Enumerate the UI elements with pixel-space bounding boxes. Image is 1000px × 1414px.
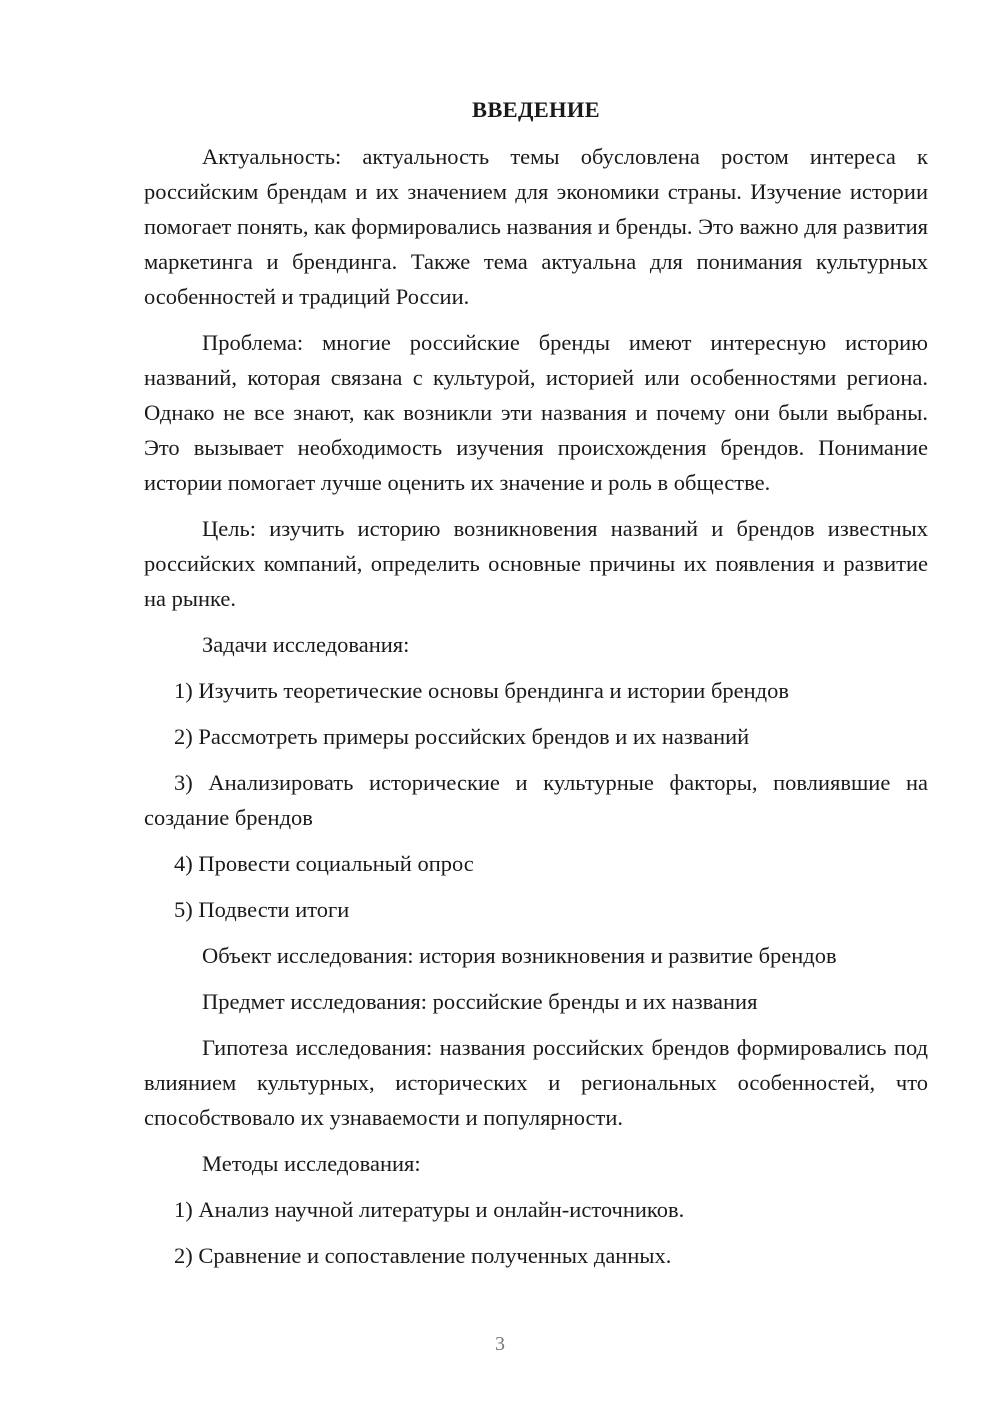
method-item-1: 1) Анализ научной литературы и онлайн-источников.: [174, 1197, 685, 1222]
subject-paragraph: Предмет исследования: российские бренды и их названия: [202, 989, 758, 1014]
page-number: 3: [495, 1333, 505, 1355]
task-item-3: 3) Анализировать исторические и культурные факторы, повлиявшие на создание брендов: [144, 770, 928, 830]
task-item-1: 1) Изучить теоретические основы брендинга и истории брендов: [174, 678, 790, 703]
task-item-2: 2) Рассмотреть примеры российских брендов и их названий: [174, 724, 750, 749]
relevance-paragraph: Актуальность: актуальность темы обусловлена ростом интереса к российским брендам и их значением для экономики страны. Изучение истории помогает понять, как формировались названия и бренды. Это важно для развития маркетинга и брендинга. Также тема актуальна для понимания культурных особенностей и традиций России.: [144, 144, 928, 309]
task-item-5: 5) Подвести итоги: [174, 897, 350, 922]
document-page: [144, 92, 928, 1284]
problem-paragraph: Проблема: многие российские бренды имеют интересную историю названий, которая связана с культурой, историей или особенностями региона. Однако не все знают, как возникли эти названия и почему они были выбраны. Это вызывает необходимость изучения происхождения брендов. Понимание истории помогает лучше оценить их значение и роль в обществе.: [144, 330, 928, 495]
tasks-heading: Задачи исследования:: [202, 632, 410, 657]
task-item-4: 4) Провести социальный опрос: [174, 851, 474, 876]
object-paragraph: Объект исследования: история возникновения и развитие брендов: [202, 943, 837, 968]
hypothesis-paragraph: Гипотеза исследования: названия российских брендов формировались под влиянием культурных, исторических и региональных особенностей, что способствовало их узнаваемости и популярности.: [144, 1035, 928, 1130]
method-item-2: 2) Сравнение и сопоставление полученных данных.: [174, 1243, 672, 1268]
goal-paragraph: Цель: изучить историю возникновения названий и брендов известных российских компаний, определить основные причины их появления и развитие на рынке.: [144, 516, 928, 611]
methods-heading: Методы исследования:: [202, 1151, 421, 1176]
page-title: ВВЕДЕНИЕ: [472, 97, 600, 122]
